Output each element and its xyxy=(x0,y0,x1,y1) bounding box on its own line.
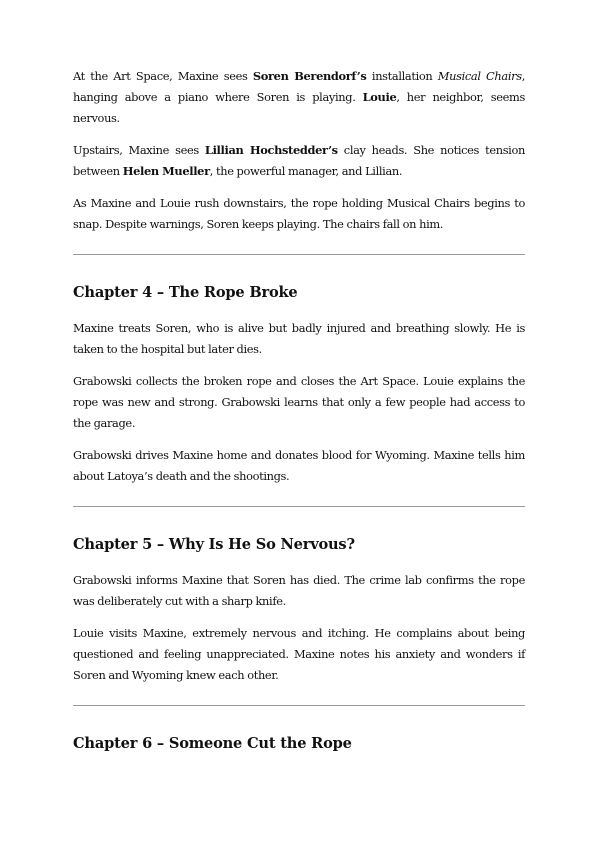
chapter-5-paragraph: Louie visits Maxine, extremely nervous and itching. He complains about being questioned and feeling unappreciated. Maxine notes his anxiety and wonders if Soren and Wyoming knew each other. xyxy=(73,626,525,682)
text-run: clay heads. She notices tension between xyxy=(73,143,525,178)
chapter-4-paragraph: Maxine treats Soren, who is alive but badly injured and breathing slowly. He is taken to the hospital but later dies. xyxy=(73,321,525,356)
intro-paragraph-1 xyxy=(73,66,525,129)
text-run: , her neighbor, seems nervous. xyxy=(73,90,525,125)
text-run: , hanging above a piano where Soren is playing. xyxy=(73,69,526,104)
text-run: installation xyxy=(366,69,438,83)
text-run: , the powerful manager, and Lillian. xyxy=(209,164,403,178)
artist-name-lillian: Lillian Hochstedder’s xyxy=(204,143,338,157)
character-name-helen: Helen Mueller xyxy=(122,164,210,178)
chapter-heading: Chapter 6 – Someone Cut the Rope xyxy=(73,735,352,752)
section-divider xyxy=(73,705,525,706)
intro-paragraph-2 xyxy=(73,140,525,182)
chapter-heading: Chapter 4 – The Rope Broke xyxy=(73,284,298,301)
document-page xyxy=(73,66,525,752)
artist-name-soren: Soren Berendorf’s xyxy=(252,69,367,83)
chapter-4-paragraph: Grabowski collects the broken rope and closes the Art Space. Louie explains the rope was new and strong. Grabowski learns that only a few people had access to the garage. xyxy=(73,374,525,430)
section-divider xyxy=(73,254,525,255)
chapter-heading: Chapter 5 – Why Is He So Nervous? xyxy=(73,536,355,553)
text-run: At the Art Space, Maxine sees xyxy=(73,69,253,83)
section-divider xyxy=(73,506,525,507)
artwork-title: Musical Chairs xyxy=(437,69,522,83)
chapter-4-paragraph: Grabowski drives Maxine home and donates blood for Wyoming. Maxine tells him about Latoya’s death and the shootings. xyxy=(73,448,525,483)
intro-paragraph-3: As Maxine and Louie rush downstairs, the rope holding Musical Chairs begins to snap. Despite warnings, Soren keeps playing. The chairs fall on him. xyxy=(73,196,525,231)
chapter-5-paragraph: Grabowski informs Maxine that Soren has died. The crime lab confirms the rope was deliberately cut with a sharp knife. xyxy=(73,573,525,608)
character-name-louie: Louie xyxy=(362,90,397,104)
text-run: Upstairs, Maxine sees xyxy=(73,143,205,157)
